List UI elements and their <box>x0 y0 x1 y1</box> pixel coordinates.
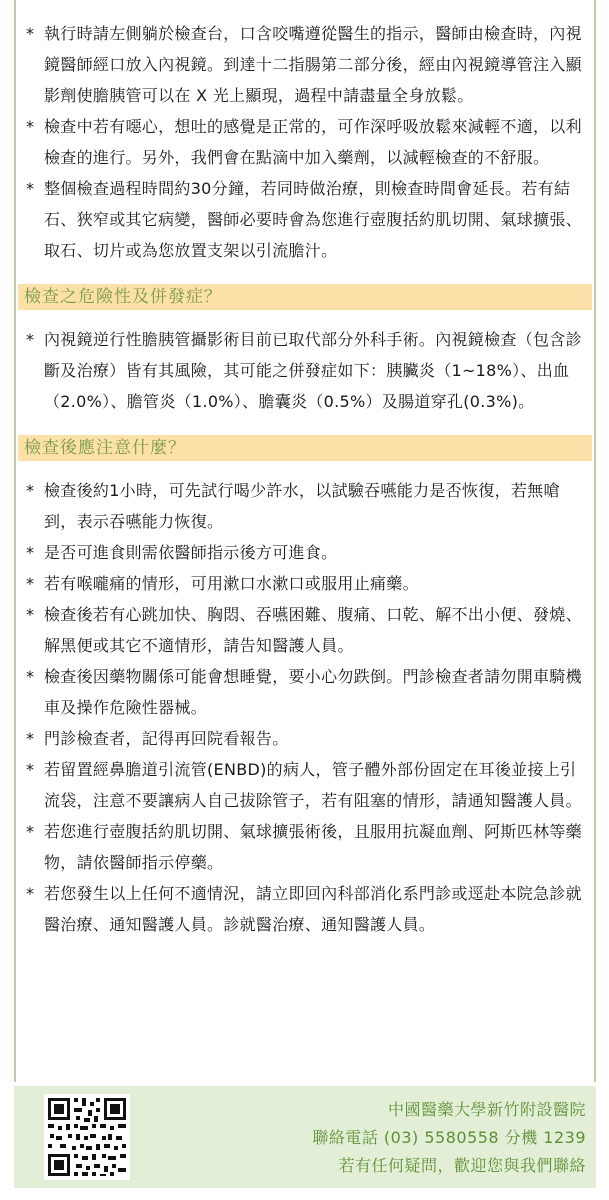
item-text: 若您進行壺腹括約肌切開、氣球擴張術後，且服用抗凝血劑、阿斯匹林等藥物，請依醫師指示停藥。 <box>44 822 582 872</box>
bullet-star: * <box>26 729 35 748</box>
bullet-star: * <box>26 117 35 136</box>
qr-code-icon <box>44 1094 130 1180</box>
item-text: 檢查中若有噁心，想吐的感覺是正常的，可作深呼吸放鬆來減輕不適，以利檢查的進行。另外，我們會在點滴中加入藥劑，以減輕檢查的不舒服。 <box>44 117 582 167</box>
list-item <box>24 816 582 878</box>
bullet-star: * <box>26 884 35 903</box>
list-item <box>24 878 582 940</box>
item-text: 檢查後若有心跳加快、胸悶、吞嚥困難、腹痛、口乾、解不出小便、發燒、解黑便或其它不適情形，請告知醫護人員。 <box>44 605 582 655</box>
bullet-star: * <box>26 24 35 43</box>
list-item <box>24 18 582 111</box>
list-item <box>24 475 582 537</box>
content-frame <box>14 0 596 1082</box>
contact-phone: 聯絡電話 (03) 5580558 分機 1239 <box>312 1128 586 1147</box>
item-text: 若您發生以上任何不適情況，請立即回內科部消化系門診或逕赴本院急診就醫治療、通知醫護人員。診就醫治療、通知醫護人員。 <box>44 884 582 934</box>
bullet-star: * <box>26 760 35 779</box>
list-item <box>24 723 582 754</box>
list-item <box>24 661 582 723</box>
list-item <box>24 111 582 173</box>
bullet-star: * <box>26 481 35 500</box>
item-text: 內視鏡逆行性膽胰管攝影術目前已取代部分外科手術。內視鏡檢查（包含診斷及治療）皆有其風險，其可能之併發症如下：胰臟炎（1~18%）、出血（2.0%）、膽管炎（1.0%）、膽囊炎（0.5%）及腸道穿孔(0.3%)。 <box>44 330 582 411</box>
aftercare-list <box>24 475 582 940</box>
bullet-star: * <box>26 667 35 686</box>
list-item <box>24 599 582 661</box>
bullet-star: * <box>26 543 35 562</box>
qr-code[interactable] <box>44 1094 130 1180</box>
item-text: 門診檢查者，記得再回院看報告。 <box>44 729 289 748</box>
contact-note: 若有任何疑問，歡迎您與我們聯絡 <box>338 1156 586 1175</box>
bullet-star: * <box>26 822 35 841</box>
bullet-star: * <box>26 574 35 593</box>
item-text: 檢查後因藥物關係可能會想睡覺，要小心勿跌倒。門診檢查者請勿開車騎機車及操作危險性器械。 <box>44 667 582 717</box>
procedure-list <box>24 18 582 266</box>
list-item <box>24 754 582 816</box>
item-text: 整個檢查過程時間約30分鐘，若同時做治療，則檢查時間會延長。若有結石、狹窄或其它病變，醫師必要時會為您進行壺腹括約肌切開、氣球擴張、取石、切片或為您放置支架以引流膽汁。 <box>44 179 582 260</box>
item-text: 若留置經鼻膽道引流管(ENBD)的病人，管子體外部份固定在耳後並接上引流袋，注意不要讓病人自己拔除管子，若有阻塞的情形，請通知醫護人員。 <box>44 760 582 810</box>
list-item <box>24 568 582 599</box>
item-text: 執行時請左側躺於檢查台，口含咬嘴遵從醫生的指示，醫師由檢查時，內視鏡醫師經口放入內視鏡。到達十二指腸第二部分後，經由內視鏡導管注入顯影劑使膽胰管可以在 X 光上顯現，過程中請盡量全身放鬆。 <box>44 24 582 105</box>
list-item <box>24 173 582 266</box>
footer-banner <box>14 1086 596 1188</box>
item-text: 檢查後約1小時，可先試行喝少許水，以試驗吞嚥能力是否恢復，若無嗆到，表示吞嚥能力恢復。 <box>44 481 560 531</box>
risks-heading: 檢查之危險性及併發症？ <box>18 284 592 310</box>
list-item <box>24 324 582 417</box>
bullet-star: * <box>26 179 35 198</box>
list-item <box>24 537 582 568</box>
bullet-star: * <box>26 330 35 349</box>
item-text: 是否可進食則需依醫師指示後方可進食。 <box>44 543 338 562</box>
aftercare-heading: 檢查後應注意什麼？ <box>18 435 592 461</box>
item-text: 若有喉嚨痛的情形，可用漱口水漱口或服用止痛藥。 <box>44 574 419 593</box>
footer-contact <box>312 1096 586 1180</box>
risks-list <box>24 324 582 417</box>
bullet-star: * <box>26 605 35 624</box>
hospital-name: 中國醫藥大學新竹附設醫院 <box>387 1100 586 1119</box>
